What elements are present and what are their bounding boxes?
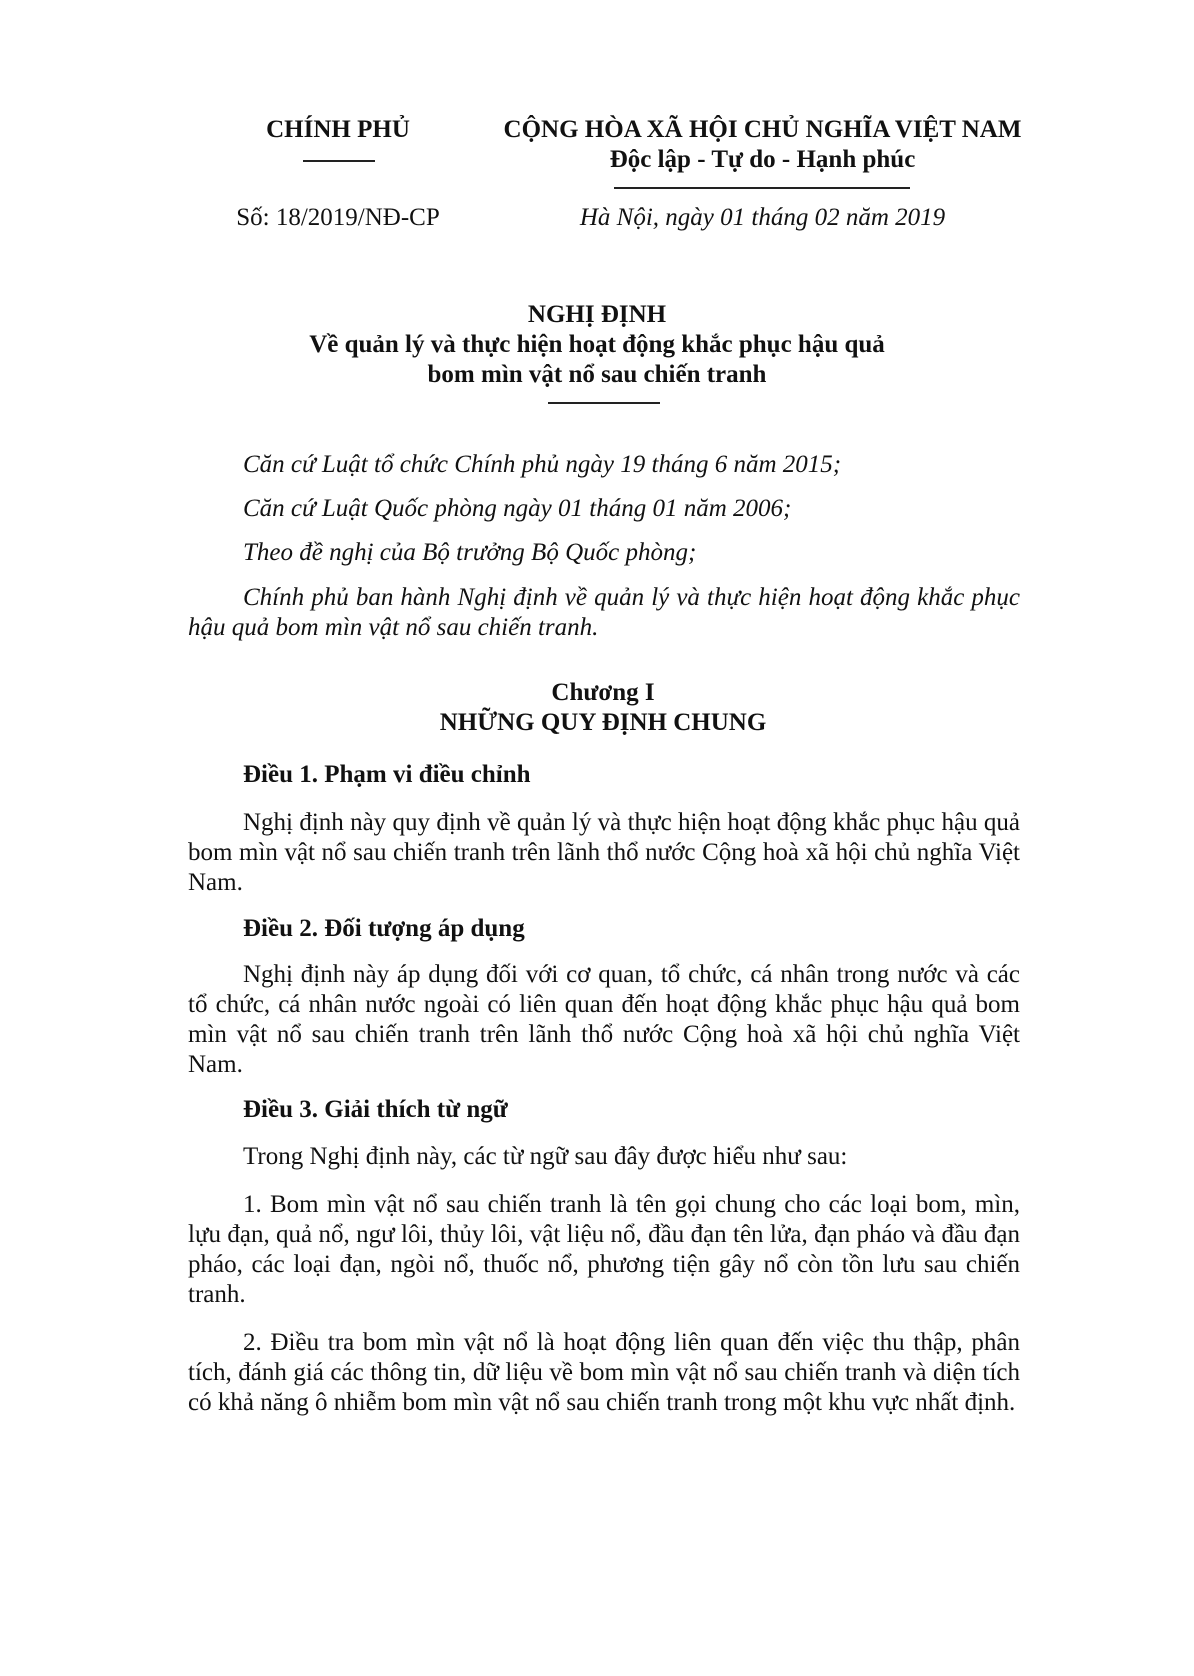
document-title-line1: Về quản lý và thực hiện hoạt động khắc phục hậu quả [309, 331, 885, 358]
article-paragraph: 2. Điều tra bom mìn vật nổ là hoạt động liên quan đến việc thu thập, phân tích, đánh giá các thông tin, dữ liệu về bom mìn vật nổ sau chiến tranh và diện tích có khả năng ô nhiễm bom mìn vật nổ sau chiến tranh trong một khu vực nhất định. [188, 1329, 1020, 1416]
agency-name: CHÍNH PHỦ [266, 116, 410, 143]
article-paragraph: 1. Bom mìn vật nổ sau chiến tranh là tên gọi chung cho các loại bom, mìn, lựu đạn, quả nổ, ngư lôi, thủy lôi, vật liệu nổ, đầu đạn tên lửa, đạn pháo và đầu đạn pháo, các loại đạn, ngòi nổ, thuốc nổ, phương tiện gây nổ còn tồn lưu sau chiến tranh. [188, 1191, 1020, 1308]
divider [303, 160, 375, 162]
article-paragraph: Trong Nghị định này, các từ ngữ sau đây được hiểu như sau: [243, 1143, 848, 1170]
article-paragraph: Nghị định này quy định về quản lý và thực hiện hoạt động khắc phục hậu quả bom mìn vật nổ sau chiến tranh trên lãnh thổ nước Cộng hoà xã hội chủ nghĩa Việt Nam. [188, 809, 1020, 896]
article-paragraph: Nghị định này áp dụng đối với cơ quan, tổ chức, cá nhân trong nước và các tổ chức, cá nhân nước ngoài có liên quan đến hoạt động khắc phục hậu quả bom mìn vật nổ sau chiến tranh trên lãnh thổ nước Cộng hoà xã hội chủ nghĩa Việt Nam. [188, 961, 1020, 1078]
chapter-number: Chương I [551, 679, 655, 706]
article-heading: Điều 3. Giải thích từ ngữ [243, 1096, 508, 1123]
preamble-line: Chính phủ ban hành Nghị định về quản lý và thực hiện hoạt động khắc phục hậu quả bom mìn vật nổ sau chiến tranh. [188, 584, 1020, 641]
article-heading: Điều 1. Phạm vi điều chỉnh [243, 761, 531, 788]
preamble-line: Căn cứ Luật Quốc phòng ngày 01 tháng 01 năm 2006; [243, 495, 792, 522]
article-heading: Điều 2. Đối tượng áp dụng [243, 915, 525, 942]
divider [548, 402, 660, 404]
country-name: CỘNG HÒA XÃ HỘI CHỦ NGHĨA VIỆT NAM [503, 116, 1022, 143]
document-number: Số: 18/2019/NĐ-CP [236, 204, 440, 231]
document-title-line2: bom mìn vật nổ sau chiến tranh [427, 361, 767, 388]
divider [614, 187, 910, 189]
motto: Độc lập - Tự do - Hạnh phúc [609, 146, 916, 173]
place-date: Hà Nội, ngày 01 tháng 02 năm 2019 [579, 204, 946, 231]
chapter-title: NHỮNG QUY ĐỊNH CHUNG [439, 709, 767, 736]
document-type: NGHỊ ĐỊNH [527, 301, 667, 328]
preamble-line: Căn cứ Luật tổ chức Chính phủ ngày 19 tháng 6 năm 2015; [243, 451, 842, 478]
preamble-line: Theo đề nghị của Bộ trưởng Bộ Quốc phòng; [243, 539, 697, 566]
